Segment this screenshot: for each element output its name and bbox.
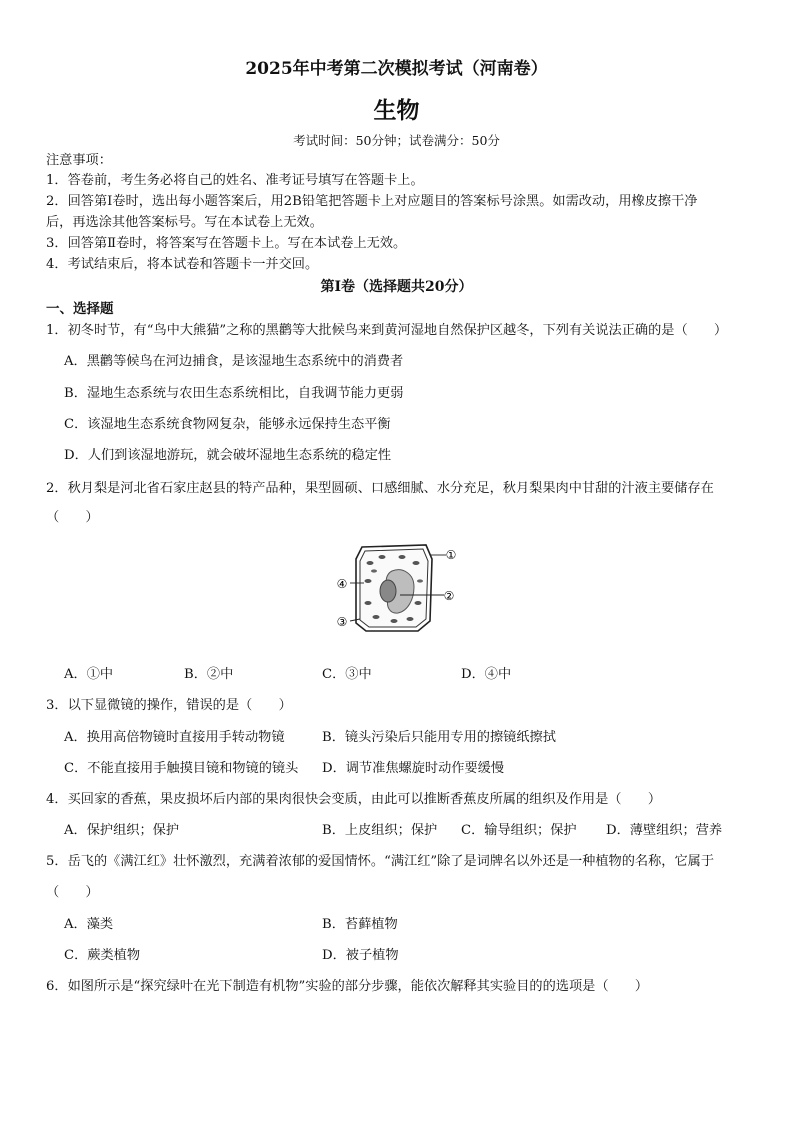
chloroplast-shape [365, 601, 372, 605]
chloroplast-shape [391, 619, 398, 623]
note-item: 4．考试结束后，将本试卷和答题卡一并交回。 [46, 257, 319, 272]
chloroplast-shape [373, 615, 380, 619]
note-item: 后，再选涂其他答案标号。写在本试卷上无效。 [46, 215, 323, 230]
question-stem-cont: （ ） [46, 885, 99, 900]
nucleus-shape [380, 580, 396, 602]
option-c: C．蕨类植物 [64, 948, 141, 963]
chloroplast-shape [367, 561, 374, 565]
option-a: A．藻类 [64, 917, 114, 932]
question-stem: 6．如图所示是“探究绿叶在光下制造有机物”实验的部分步骤，能依次解释其实验目的的选项是（ ） [46, 979, 649, 994]
part-heading: 一、选择题 [46, 301, 114, 317]
chloroplast-shape [399, 555, 406, 559]
option-d: D．④中 [461, 667, 512, 682]
option-b: B．②中 [184, 667, 234, 682]
option-b: B．镜头污染后只能用专用的擦镜纸擦拭 [322, 730, 556, 745]
option-d: D．被子植物 [322, 948, 399, 963]
chloroplast-shape [365, 579, 372, 583]
question-stem: 4．买回家的香蕉，果皮损坏后内部的果肉很快会变质，由此可以推断香蕉皮所属的组织及作用是（ ） [46, 792, 662, 807]
chloroplast-shape [407, 617, 414, 621]
option-b: B．湿地生态系统与农田生态系统相比，自我调节能力更弱 [64, 386, 404, 401]
option-c: C．③中 [322, 667, 372, 682]
label-2: ② [443, 589, 455, 603]
option-d: D．调节准焦螺旋时动作要缓慢 [322, 761, 505, 776]
exam-meta: 考试时间：50分钟；试卷满分：50分 [293, 133, 500, 148]
leader-line [350, 619, 360, 621]
option-d: D．人们到该湿地游玩，就会破坏湿地生态系统的稳定性 [64, 448, 392, 463]
notes-heading: 注意事项： [46, 153, 112, 168]
label-1: ① [445, 548, 457, 562]
chloroplast-shape [413, 561, 420, 565]
option-c: C．该湿地生态系统食物网复杂，能够永远保持生态平衡 [64, 417, 391, 432]
option-b: B．上皮组织；保护 [322, 823, 438, 838]
plant-cell-diagram [330, 541, 458, 633]
option-a: A．换用高倍物镜时直接用手转动物镜 [64, 730, 285, 745]
label-4: ④ [336, 577, 348, 591]
note-item: 3．回答第Ⅱ卷时，将答案写在答题卡上。写在本试卷上无效。 [46, 236, 407, 251]
subject-title: 生物 [373, 97, 420, 124]
option-c: C．不能直接用手触摸目镜和物镜的镜头 [64, 761, 299, 776]
option-c: C．输导组织；保护 [461, 823, 577, 838]
label-3: ③ [336, 615, 348, 629]
chloroplast-shape [371, 569, 377, 572]
question-stem: 2．秋月梨是河北省石家庄赵县的特产品种，果型圆硕、口感细腻、水分充足，秋月梨果肉中甘甜的汁液主要储存在 [46, 481, 714, 496]
question-stem-cont: （ ） [46, 510, 99, 525]
exam-title: 2025年中考第二次模拟考试（河南卷） [245, 59, 548, 79]
option-a: A．黑鹳等候鸟在河边捕食，是该湿地生态系统中的消费者 [64, 354, 404, 369]
note-item: 2．回答第Ⅰ卷时，选出每小题答案后，用2B铅笔把答题卡上对应题目的答案标号涂黑。如需改动，用橡皮擦干净 [46, 194, 698, 209]
section-title: 第Ⅰ卷（选择题共20分） [320, 279, 473, 295]
option-b: B．苔藓植物 [322, 917, 398, 932]
note-item: 1．答卷前，考生务必将自己的姓名、准考证号填写在答题卡上。 [46, 173, 424, 188]
question-stem: 3．以下显微镜的操作，错误的是（ ） [46, 698, 292, 713]
chloroplast-shape [415, 601, 422, 605]
option-a: A．①中 [64, 667, 114, 682]
question-stem: 5．岳飞的《满江红》壮怀激烈，充满着浓郁的爱国情怀。“满江红”除了是词牌名以外还是一种植物的名称，它属于 [46, 854, 715, 869]
option-d: D．薄壁组织；营养 [606, 823, 723, 838]
chloroplast-shape [379, 555, 386, 559]
question-stem: 1．初冬时节，有“鸟中大熊猫”之称的黑鹳等大批候鸟来到黄河湿地自然保护区越冬，下列有关说法正确的是（ ） [46, 323, 728, 338]
option-a: A．保护组织；保护 [64, 823, 180, 838]
chloroplast-shape [417, 579, 423, 582]
